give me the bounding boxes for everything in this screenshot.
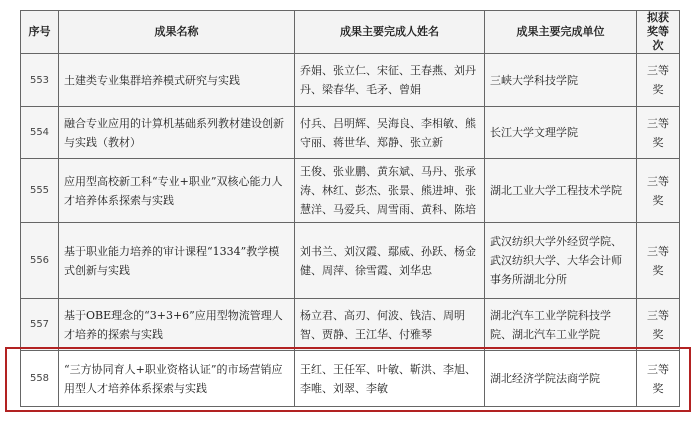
result-name: “三方协同育人+职业资格认证”的市场营销应用型人才培养体系探索与实践 bbox=[59, 351, 295, 407]
people-names: 刘书兰、刘汉霞、鄢威、孙跃、杨金健、周萍、徐雪霞、刘华忠 bbox=[295, 223, 485, 299]
award-level: 三等奖 bbox=[637, 351, 680, 407]
table-header-row bbox=[21, 11, 680, 54]
header-unit: 成果主要完成单位 bbox=[485, 11, 637, 54]
table-row bbox=[21, 223, 680, 299]
unit-name: 湖北经济学院法商学院 bbox=[485, 351, 637, 407]
row-number: 553 bbox=[21, 54, 59, 107]
award-level: 三等奖 bbox=[637, 223, 680, 299]
award-level: 三等奖 bbox=[637, 107, 680, 159]
row-number: 554 bbox=[21, 107, 59, 159]
highlight-box bbox=[5, 347, 691, 412]
table-row bbox=[21, 159, 680, 223]
table-row bbox=[21, 107, 680, 159]
result-name: 基于职业能力培养的审计课程“1334”教学模式创新与实践 bbox=[59, 223, 295, 299]
result-name: 土建类专业集群培养模式研究与实践 bbox=[59, 54, 295, 107]
people-names: 杨立君、高刃、何波、钱洁、周明智、贾静、王江华、付雅琴 bbox=[295, 299, 485, 351]
header-result-name: 成果名称 bbox=[59, 11, 295, 54]
people-names: 乔娟、张立仁、宋征、王春燕、刘丹丹、梁春华、毛矛、曾娟 bbox=[295, 54, 485, 107]
award-level: 三等奖 bbox=[637, 54, 680, 107]
header-number: 序号 bbox=[21, 11, 59, 54]
row-number: 555 bbox=[21, 159, 59, 223]
people-names: 王红、王任军、叶敏、靳洪、李旭、李唯、刘翠、李敏 bbox=[295, 351, 485, 407]
result-name: 应用型高校新工科“专业+职业”双核心能力人才培养体系探索与实践 bbox=[59, 159, 295, 223]
people-names: 王俊、张业鹏、黄东斌、马丹、张承涛、林红、彭杰、张景、熊进坤、张慧洋、马爱兵、周雪雨、黄科、陈培 bbox=[295, 159, 485, 223]
row-number: 556 bbox=[21, 223, 59, 299]
unit-name: 长江大学文理学院 bbox=[485, 107, 637, 159]
award-level: 三等奖 bbox=[637, 299, 680, 351]
unit-name: 湖北工业大学工程技术学院 bbox=[485, 159, 637, 223]
award-level: 三等奖 bbox=[637, 159, 680, 223]
people-names: 付兵、吕明辉、吴海良、李相敏、熊守丽、蒋世华、郑静、张立新 bbox=[295, 107, 485, 159]
header-people: 成果主要完成人姓名 bbox=[295, 11, 485, 54]
result-name: 基于OBE理念的“3+3+6”应用型物流管理人才培养的探索与实践 bbox=[59, 299, 295, 351]
unit-name: 三峡大学科技学院 bbox=[485, 54, 637, 107]
row-number: 558 bbox=[21, 351, 59, 407]
row-number: 557 bbox=[21, 299, 59, 351]
unit-name: 武汉纺织大学外经贸学院、武汉纺织大学、大华会计师事务所湖北分所 bbox=[485, 223, 637, 299]
result-name: 融合专业应用的计算机基础系列教材建设创新与实践（教材） bbox=[59, 107, 295, 159]
table-row bbox=[21, 54, 680, 107]
unit-name: 湖北汽车工业学院科技学院、湖北汽车工业学院 bbox=[485, 299, 637, 351]
header-award: 拟获奖等次 bbox=[637, 11, 680, 54]
table-row bbox=[21, 299, 680, 351]
